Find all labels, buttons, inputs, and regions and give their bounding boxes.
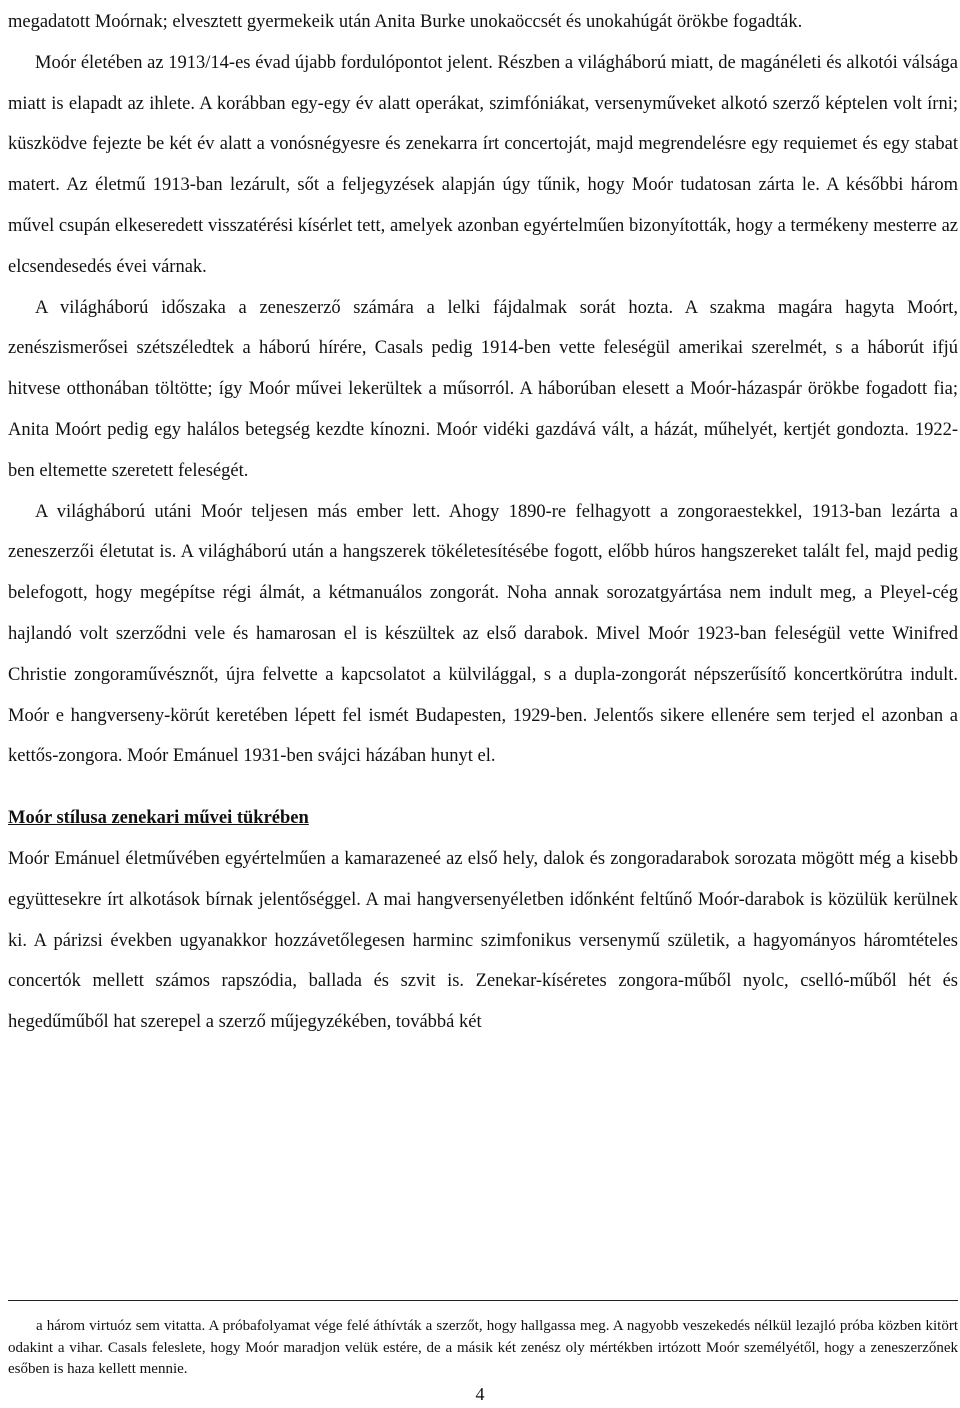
paragraph-style-section: Moór Emánuel életművében egyértelműen a kamarazeneé az első hely, dalok és zongoradarabok sorozata mögött még a kisebb együttesekre írt alkotások bírnak jelentőséggel. A mai hangversenyéletben időnként feltűnő Moór-darabok is közülük kerülnek ki. A párizsi években ugyanakkor hozzávetőlegesen harminc szimfonikus versenymű születik, a hagyományos háromtételes concertók mellett számos rapszódia, ballada és szvit is. Zenekar-kíséretes zongora-műből nyolc, cselló-műből hét és hegedűműből hat szerepel a szerző műjegyzékében, továbbá két bbox=[8, 848, 958, 1033]
footnote-text: a három virtuóz sem vitatta. A próbafolyamat vége felé áthívták a szerzőt, hogy hallgassa meg. A nagyobb veszekedés nélkül lezajló próba közben kitört odakint a vihar. Casals feleslete, hogy Moór maradjon velük estére, de a másik két zenész oly mértékben irtózott Moór személyétől, hogy a zeneszerzőnek esőben is haza kellett mennie. bbox=[8, 1318, 958, 1377]
paragraph-war-years: A világháború időszaka a zeneszerző számára a lelki fájdalmak sorát hozta. A szakma magára hagyta Moórt, zenészismerősei szétszéledtek a háború hírére, Casals pedig 1914-ben vette feleségül amerikai szerelmét, s a háborút ifjú hitvese otthonában töltötte; így Moór művei lekerültek a műsorról. A háborúban elesett a Moór-házaspár örökbe fogadott fia; Anita Moórt pedig egy halálos betegség kezdte kínozni. Moór vidéki gazdává vált, a házát, műhelyét, kertjét gondozta. 1922-ben eltemette szeretett feleségét. bbox=[8, 297, 958, 481]
footnote-divider bbox=[8, 1300, 958, 1301]
document-page bbox=[8, 0, 958, 1043]
paragraph-after-war: A világháború utáni Moór teljesen más ember lett. Ahogy 1890-re felhagyott a zongoraestekkel, 1913-ban lezárta a zeneszerzői életutat is. A világháború után a hangszerek tökéletesítésébe fogott, előbb húros hangszereket talált fel, majd pedig belefogott, hogy megépítse régi álmát, a kétmanuálos zongorát. Noha annak sorozatgyártása nem indult meg, a Pleyel-cég hajlandó volt szerződni vele és hamarosan el is készültek az első darabok. Mivel Moór 1923-ban feleségül vette Winifred Christie zongoraművésznőt, újra felvette a kapcsolatot a külvilággal, s a dupla-zongorát népszerűsítő koncertkörútra indult. Moór e hangverseny-körút keretében lépett fel ismét Budapesten, 1929-ben. Jelentős sikere ellenére sem terjed el azonban a kettős-zongora. Moór Emánuel 1931-ben svájci házában hunyt el. bbox=[8, 501, 958, 767]
page-number: 4 bbox=[475, 1384, 485, 1404]
paragraph-continuation: megadatott Moórnak; elvesztett gyermekeik után Anita Burke unokaöccsét és unokahúgát örökbe fogadták. bbox=[8, 12, 803, 32]
paragraph-turning-point: Moór életében az 1913/14-es évad újabb fordulópontot jelent. Részben a világháború miatt, de magánéleti és alkotói válsága miatt is elapadt az ihlete. A korábban egy-egy év alatt operákat, szimfóniákat, versenyműveket alkotó szerző képtelen volt írni; küszködve fejezte be két év alatt a vonósnégyesre és zenekarra írt concertoját, majd megrendelésre egy requiemet és egy stabat matert. Az életmű 1913-ban lezárult, sőt a feljegyzések alapján úgy tűnik, hogy Moór tudatosan zárta le. A későbbi három művel csupán elkeseredett visszatérési kísérlet tett, amelyek azonban egyértelműen bizonyították, hogy a termékeny mesterre az elcsendesedés évei várnak. bbox=[8, 52, 958, 277]
section-heading: Moór stílusa zenekari művei tükrében bbox=[8, 808, 309, 829]
